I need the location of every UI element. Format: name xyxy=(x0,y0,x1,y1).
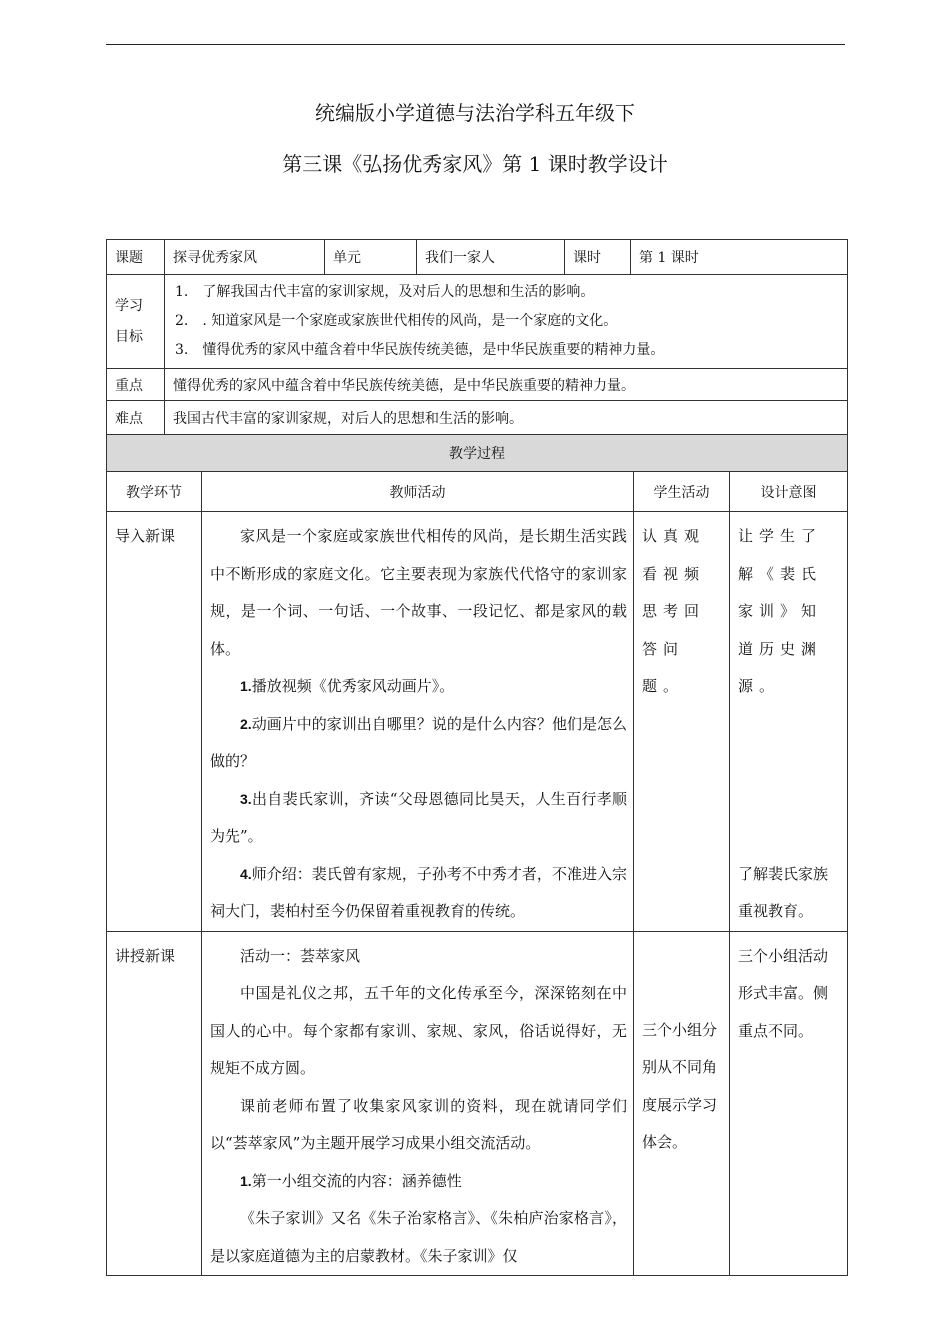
student-spacer xyxy=(642,938,723,975)
group-1-text: 第一小组交流的内容：涵养德性 xyxy=(251,1171,462,1190)
teacher-activity-cell xyxy=(202,931,634,1276)
step-4-num: 4. xyxy=(240,865,252,882)
step-2-text: 动画片中的家训出自哪里？说的是什么内容？他们是怎么做的？ xyxy=(210,714,627,770)
header-rule xyxy=(106,44,845,45)
period-label: 课时 xyxy=(565,240,631,275)
col-stage-header: 教学环节 xyxy=(107,472,202,512)
document-title-line1: 统编版小学道德与法治学科五年级下 xyxy=(315,101,635,125)
step-2 xyxy=(210,706,627,781)
paragraph-2: 课前老师布置了收集家风家训的资料，现在就请同学们以“荟萃家风”为主题开展学习成果小组交流活动。 xyxy=(210,1096,627,1152)
activity-title: 活动一：荟萃家风 xyxy=(240,946,361,965)
student-activity-cell xyxy=(634,512,730,932)
design-intent-cell xyxy=(730,931,848,1276)
step-3-text: 出自裴氏家训，齐读“父母恩德同比昊天，人生百行孝顺为先”。 xyxy=(210,789,627,845)
student-activity-cell xyxy=(634,931,730,1276)
step-3-num: 3. xyxy=(240,790,252,807)
process-title: 教学过程 xyxy=(107,435,848,472)
process-title-row xyxy=(107,435,848,472)
stage-label-text: 讲授新课 xyxy=(115,946,176,965)
group-1-num: 1. xyxy=(240,1172,252,1189)
key-point-row xyxy=(107,369,848,401)
stage-row-new-lesson xyxy=(107,931,848,1276)
teacher-intro-paragraph: 家风是一个家庭或家族世代相传的风尚，是长期生活实践中不断形成的家庭文化。它主要表现为家族代代恪守的家训家规，是一个词、一句话、一个故事、一段记忆、都是家风的载体。 xyxy=(210,527,627,658)
difficulty-label: 难点 xyxy=(107,401,165,435)
student-activity-text: 认真观看视频思考回答问题。 xyxy=(642,527,706,695)
teaching-process-table xyxy=(106,434,848,1276)
design-intent-text-2: 了解裴氏家族重视教育。 xyxy=(738,864,829,920)
step-4 xyxy=(210,856,627,931)
teacher-activity-cell xyxy=(202,512,634,932)
step-4-text: 师介绍：裴氏曾有家规，子孙考不中秀才者，不准进入宗祠大门，裴柏村至今仍保留着重视教育的传统。 xyxy=(210,864,627,920)
difficulty-value: 我国古代丰富的家训家规，对后人的思想和生活的影响。 xyxy=(165,401,848,435)
goals-row xyxy=(107,275,848,369)
design-intent-text-1: 让学生了解《裴氏家训》知道历史渊源。 xyxy=(738,527,823,695)
goal-item-2: 2. . 知道家风是一个家庭或家族世代相传的风尚，是一个家庭的文化。 xyxy=(175,313,618,329)
student-activity-text: 三个小组分别从不同角度展示学习体会。 xyxy=(642,1020,718,1151)
intent-spacer xyxy=(738,706,841,856)
paragraph-1: 中国是礼仪之邦，五千年的文化传承至今，深深铭刻在中国人的心中。每个家都有家训、家规、家风，俗话说得好，无规矩不成方圆。 xyxy=(210,984,627,1077)
col-intent-header: 设计意图 xyxy=(730,472,848,512)
process-header-row xyxy=(107,472,848,512)
step-1-text: 播放视频《优秀家风动画片》。 xyxy=(251,677,455,695)
period-value: 第 1 课时 xyxy=(631,240,848,275)
goals-label xyxy=(107,275,165,369)
step-2-num: 2. xyxy=(240,715,252,732)
col-student-header: 学生活动 xyxy=(634,472,730,512)
stage-label xyxy=(107,931,202,1276)
stage-label xyxy=(107,512,202,932)
unit-value: 我们一家人 xyxy=(417,240,565,275)
stage-label-text: 导入新课 xyxy=(115,527,176,545)
goals-list xyxy=(165,275,848,369)
key-point-value: 懂得优秀的家风中蕴含着中华民族传统美德，是中华民族重要的精神力量。 xyxy=(165,369,848,401)
key-point-label: 重点 xyxy=(107,369,165,401)
step-3 xyxy=(210,781,627,856)
goal-item-1: 1. 了解我国古代丰富的家训家规，及对后人的思想和生活的影响。 xyxy=(175,284,595,300)
design-intent-text: 三个小组活动形式丰富。侧重点不同。 xyxy=(738,946,829,1040)
document-title-line2: 第三课《弘扬优秀家风》第 1 课时教学设计 xyxy=(282,152,668,176)
stage-row-intro xyxy=(107,512,848,932)
goals-label-line2: 目标 xyxy=(115,328,143,345)
difficulty-row xyxy=(107,401,848,435)
group-1 xyxy=(210,1163,627,1201)
lesson-meta-table xyxy=(106,239,848,435)
paragraph-3: 《朱子家训》又名《朱子治家格言》、《朱柏庐治家格言》，是以家庭道德为主的启蒙教材。《朱子家训》仅 xyxy=(210,1209,627,1265)
step-1 xyxy=(210,668,627,706)
topic-label: 课题 xyxy=(107,240,165,275)
topic-row xyxy=(107,240,848,275)
topic-value: 探寻优秀家风 xyxy=(165,240,325,275)
step-1-num: 1. xyxy=(240,678,252,694)
design-intent-cell xyxy=(730,512,848,932)
col-teacher-header: 教师活动 xyxy=(202,472,634,512)
student-spacer xyxy=(642,975,723,1012)
goal-item-3: 3. 懂得优秀的家风中蕴含着中华民族传统美德，是中华民族重要的精神力量。 xyxy=(175,342,665,358)
goals-label-line1: 学习 xyxy=(115,297,143,314)
unit-label: 单元 xyxy=(325,240,417,275)
